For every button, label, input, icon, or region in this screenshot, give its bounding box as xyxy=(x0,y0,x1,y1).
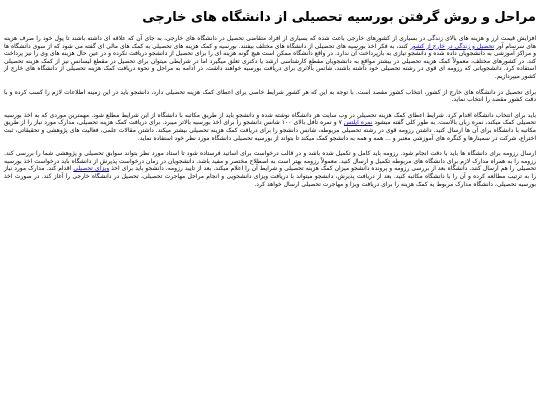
paragraph-text: اقدام کند. مدارک مورد نیاز را به ترتیب مطالعه کرده و آن را با دانشگاه مکاتبه کنید. بعد از دریافت پذیرش، دانشجو میتواند با دریافت ویزای دانشجویی و انجام مراحل مهاجرت تحصیلی، تحصیل در دانشگاه خارجی را آغاز کند. در صورت اخذ بورسیه تحصیلی، دانشگاه مدارک مربوط به کمک هزینه را برای دریافت ویزا و مهاجرت تحصیلی ارسال خواهد کرد. xyxy=(4,165,536,188)
paragraph-text: افزایش قیمت ارز و هزینه های بالای زندگی در بسیاری از کشورهای خارجی باعث شده که بسیاری از افراد متقاضی تحصیل در دانشگاه های خارجی، به جای آن که علاقه ای داشته باشند تا پول خود را صرف هزینه های سرسام آور xyxy=(4,35,536,50)
link-study-and-life-abroad[interactable]: تحصیل و زندگی در خارج از کشور xyxy=(409,42,495,50)
paragraph-intro xyxy=(4,35,536,81)
paragraph-text: ۷ و نمره تافل بالای ۱۰۰ شانس دانشجو را برای اخذ بورسیه بالاتر میبرد. برای دریافت کمک هزینه تحصیلی، مدارک مورد نیاز را از طریق مکاتبه با دانشگاه برای آن ها ارسال کنید. داشتن رزومه قوی در رشته تحصیلی مربوطه، شانس دانشجو را برای دریافت کمک هزینه تحصیلی بیشتر میکند. داشتن مقالات علمی، فعالیت های پژوهشی و تحقیقاتی، ثبت اختراع، شرکت در سمینارها و کنگره های آموزشی معتبر و ... همه و همه به دانشجو کمک میکند تا بتواند از بورسیه تحصیلی دانشگاه مورد نظر خود استفاده نماید. xyxy=(4,119,536,142)
paragraph-text: باید برای انتخاب دانشگاه اقدام کرد. شرایط اعطای کمک هزینه تحصیلی در وب سایت هر دانشگاه نوشته شده و دانشجو باید از طریق مکاتبه با دانشگاه از این شرایط مطلع شود. مهمترین موردی که به اخذ بورسیه تحصیلی کمک میکند، نمره زبان بالاست. به طور کلی گفته میشود xyxy=(4,111,536,127)
paragraph-text: ارسال رزومه برای دانشگاه ها باید با دقت انجام شود. رزومه باید کامل و تکمیل شده باشد و در قالب درخواست برای اساتید فرستاده شود تا استاد مورد نظر بتواند سوابق تحصیلی و پژوهشی شما را بررسی کند. رزومه را به همراه مدارک لازم برای دانشگاه های مربوطه تکمیل و ارسال کنید. معمولاً رزومه بهتر است به اصطلاح مختصر و مفید باشد. دانشجویان در زمان درخواست پذیرش از دانشگاه باید درخواست اخذ بورسیه تحصیلی را هم ارسال کنند. دانشگاه بعد از بررسی رزومه و پرونده دانشجو میزان کمک هزینه تحصیلی و شرایط آن را اعلام میکند. بعد از تایید رزومه، دانشجو باید برای اخذ xyxy=(4,150,536,173)
link-ielts-score[interactable]: نمره آیلتس xyxy=(343,119,373,127)
paragraph-choose-university xyxy=(4,112,536,142)
paragraph-text: برای تحصیل در دانشگاه های خارج از کشور، انتخاب کشور مقصد است. با توجه به این که هر کشور شرایط خاصی برای اعطای کمک هزینه تحصیلی دارد، دانشجو باید در این زمینه اطلاعات لازم را کسب کرده و با دقت کشور مقصد را انتخاب نماید. xyxy=(4,88,536,104)
paragraph-text: کنند، به فکر اخذ بورسیه های تحصیلی از دانشگاه های مختلف بیفتند. بورسیه و کمک هزینه های تحصیلی به کمک های مالی ای گفته می شود که از سوی دانشگاه ها و مراکز آموزشی به دانشجویان داده شده و دانشجو نیازی به بازپرداخت آن ندارد. در واقع دانشگاه ممکن است هیچ گونه هزینه ای را برای تحصیل از دانشجو دریافت نکرده و در عین حال هزینه های وی را نیز پرداخت کند. در کشورهای مختلف، معمولاً کمک هزینه تحصیلی در بیشتر مواقع به دانشجویان مقطع کارشناسی ارشد یا دکتری تعلق میگیرد اما در شرایطی میتوان برای تحصیل در مقطع لیسانس نیز از کمک هزینه تحصیلی استفاده کرد. دانشجویانی که رزومه ای قوی در رشته تحصیلی خود داشته باشند، شانس بالاتری برای دریافت بورسیه خواهند داشت. در ادامه به مراحل و نحوه دریافت کمک هزینه تحصیلی از دانشگاه های خارج از کشور میپردازیم. xyxy=(4,42,536,80)
page-title: مراحل و روش گرفتن بورسیه تحصیلی از دانشگاه های خارجی xyxy=(142,10,536,25)
link-student-visa[interactable]: ویزای تحصیلی xyxy=(73,165,110,173)
paragraph-choose-country xyxy=(4,89,536,104)
article xyxy=(0,0,540,188)
paragraph-send-resume xyxy=(4,150,536,188)
